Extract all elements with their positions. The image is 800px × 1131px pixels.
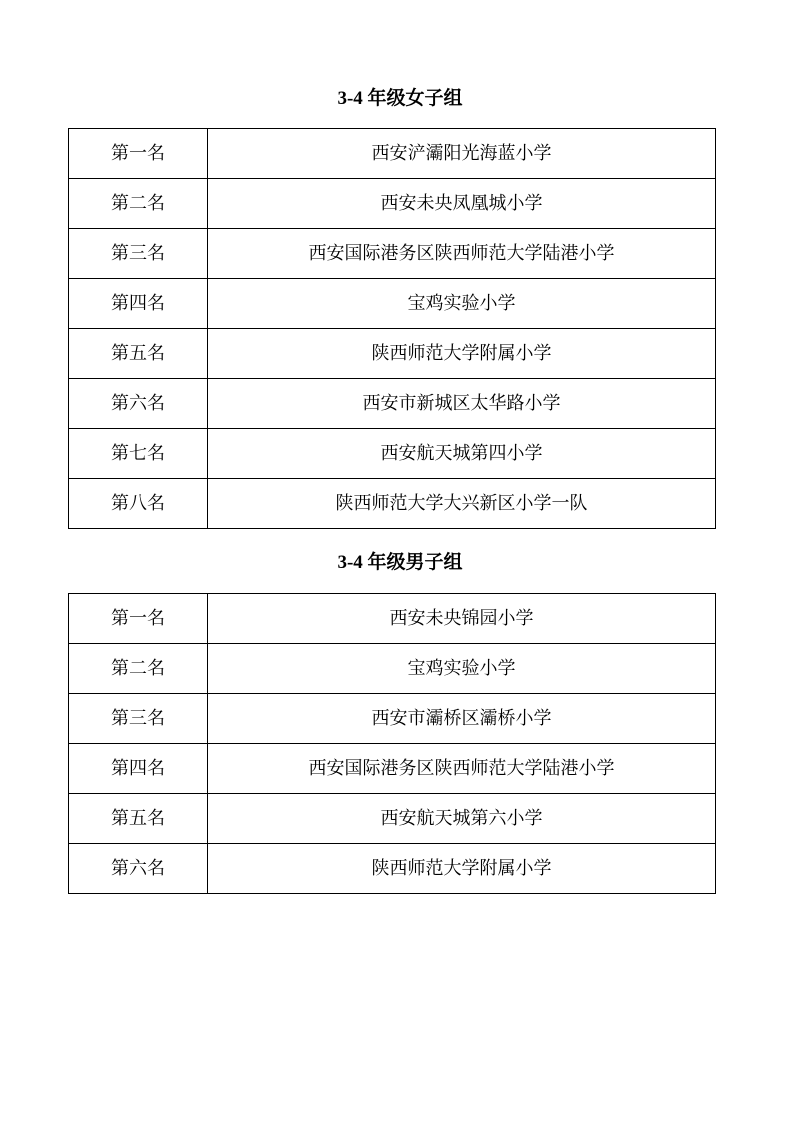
rank-cell: 第一名 (69, 594, 208, 644)
rank-cell: 第二名 (69, 179, 208, 229)
school-cell: 宝鸡实验小学 (208, 644, 716, 694)
rank-cell: 第七名 (69, 429, 208, 479)
school-cell: 西安市新城区太华路小学 (208, 379, 716, 429)
table-row (69, 379, 716, 429)
school-cell: 陕西师范大学附属小学 (208, 329, 716, 379)
table-row (69, 429, 716, 479)
rank-cell: 第六名 (69, 844, 208, 894)
rank-cell: 第一名 (69, 129, 208, 179)
rank-cell: 第三名 (69, 694, 208, 744)
ranking-table-boys (68, 593, 716, 894)
school-cell: 西安未央锦园小学 (208, 594, 716, 644)
school-cell: 西安浐灞阳光海蓝小学 (208, 129, 716, 179)
school-cell: 宝鸡实验小学 (208, 279, 716, 329)
table-row (69, 329, 716, 379)
table-row (69, 744, 716, 794)
table-row (69, 129, 716, 179)
school-cell: 陕西师范大学附属小学 (208, 844, 716, 894)
school-cell: 西安航天城第四小学 (208, 429, 716, 479)
table-row (69, 279, 716, 329)
rank-cell: 第八名 (69, 479, 208, 529)
rank-cell: 第三名 (69, 229, 208, 279)
rank-cell: 第五名 (69, 794, 208, 844)
rank-cell: 第四名 (69, 279, 208, 329)
table-row (69, 844, 716, 894)
rank-cell: 第二名 (69, 644, 208, 694)
table-row (69, 794, 716, 844)
school-cell: 西安国际港务区陕西师范大学陆港小学 (208, 744, 716, 794)
school-cell: 西安航天城第六小学 (208, 794, 716, 844)
rank-cell: 第五名 (69, 329, 208, 379)
section-title-boys: 3-4 年级男子组 (337, 552, 463, 573)
school-cell: 西安未央凤凰城小学 (208, 179, 716, 229)
school-cell: 西安市灞桥区灞桥小学 (208, 694, 716, 744)
section-title-girls: 3-4 年级女子组 (337, 88, 463, 109)
table-row (69, 644, 716, 694)
rank-cell: 第六名 (69, 379, 208, 429)
table-row (69, 229, 716, 279)
table-row (69, 479, 716, 529)
ranking-table-girls (68, 128, 716, 529)
school-cell: 西安国际港务区陕西师范大学陆港小学 (208, 229, 716, 279)
rank-cell: 第四名 (69, 744, 208, 794)
table-row (69, 179, 716, 229)
table-row (69, 694, 716, 744)
table-row (69, 594, 716, 644)
school-cell: 陕西师范大学大兴新区小学一队 (208, 479, 716, 529)
